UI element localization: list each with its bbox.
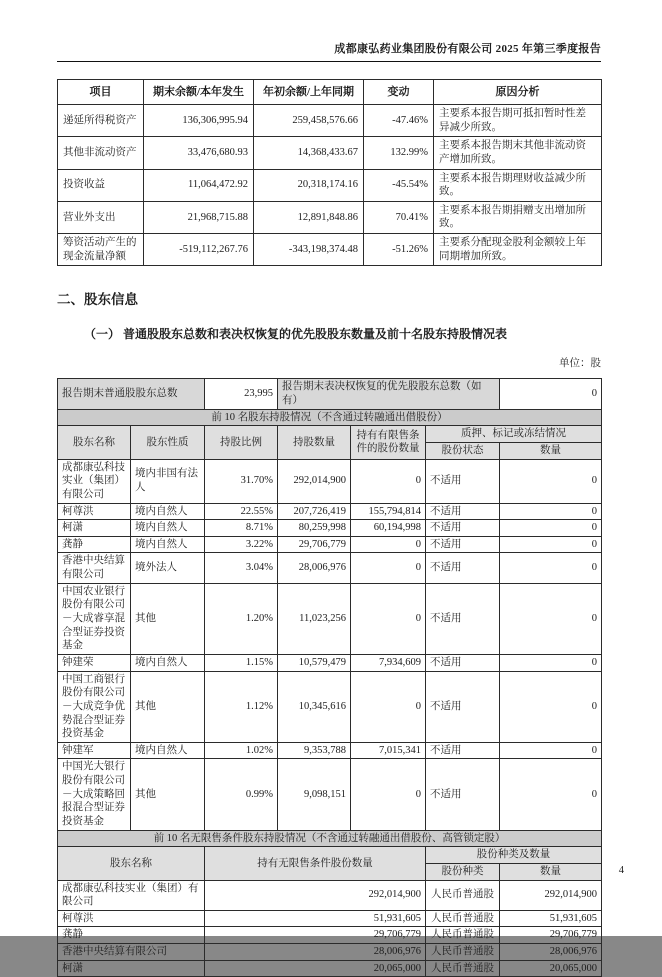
unrestricted-shares-cell: 20,065,000: [205, 960, 426, 977]
holder-name-cell: 柯潇: [58, 960, 205, 977]
share-qty-cell: 292,014,900: [500, 880, 602, 910]
pledge-status-cell: 不适用: [426, 742, 500, 759]
restricted-shares-cell: 0: [351, 671, 426, 742]
top10-band-title: 前 10 名股东持股情况（不含通过转融通出借股份）: [58, 409, 602, 426]
shareholder-name-cell: 中国光大银行股份有限公司－大成策略回报混合型证券投资基金: [58, 759, 131, 830]
shareholder-row: [58, 503, 602, 520]
shareholder-name-cell: 钟建荣: [58, 654, 131, 671]
ratio-cell: 3.04%: [205, 553, 278, 583]
preferred-shareholders-label: 报告期末表决权恢复的优先股股东总数（如有）: [278, 379, 500, 409]
share-qty-cell: 28,006,976: [500, 944, 602, 961]
shareholder-nature-cell: 其他: [131, 671, 205, 742]
col-header-share-type: 股份种类: [426, 863, 500, 880]
shares-cell: 292,014,900: [278, 459, 351, 503]
page-number: 4: [618, 865, 624, 876]
share-qty-cell: 29,706,779: [500, 927, 602, 944]
shareholder-name-cell: 香港中央结算有限公司: [58, 553, 131, 583]
ratio-cell: 8.71%: [205, 520, 278, 537]
shareholder-row: [58, 654, 602, 671]
current-amount-cell: 33,476,680.93: [144, 137, 254, 169]
unrestricted-band-title: 前 10 名无限售条件股东持股情况（不含通过转融通出借股份、高管锁定股）: [58, 830, 602, 847]
shareholder-row: [58, 759, 602, 830]
share-type-cell: 人民币普通股: [426, 944, 500, 961]
shareholder-row: [58, 553, 602, 583]
col-header-unrestricted-shares: 持有无限售条件股份数量: [205, 847, 426, 880]
col-header-item: 项目: [58, 80, 144, 105]
band-row: [58, 409, 602, 426]
item-cell: 营业外支出: [58, 201, 144, 233]
col-header-pledge-status: 股份状态: [426, 442, 500, 459]
change-cell: -47.46%: [364, 105, 434, 137]
prior-amount-cell: -343,198,374.48: [254, 234, 364, 266]
reason-cell: 主要系本报告期可抵扣暂时性差异减少所致。: [434, 105, 602, 137]
share-type-cell: 人民币普通股: [426, 880, 500, 910]
report-header: 成都康弘药业集团股份有限公司 2025 年第三季度报告: [57, 40, 601, 62]
shareholder-name-cell: 中国工商银行股份有限公司－大成竞争优势混合型证券投资基金: [58, 671, 131, 742]
financial-changes-table: [57, 79, 602, 266]
shares-cell: 10,579,479: [278, 654, 351, 671]
current-amount-cell: 21,968,715.88: [144, 201, 254, 233]
pledge-status-cell: 不适用: [426, 536, 500, 553]
holder-name-cell: 龚静: [58, 927, 205, 944]
unit-note: 单位：股: [559, 358, 601, 370]
shareholder-nature-cell: 境内自然人: [131, 536, 205, 553]
shareholder-nature-cell: 境内自然人: [131, 654, 205, 671]
shareholder-nature-cell: 境内自然人: [131, 742, 205, 759]
unrestricted-holder-row: [58, 880, 602, 910]
col-header-pledge-group: 质押、标记或冻结情况: [426, 426, 602, 443]
item-cell: 投资收益: [58, 169, 144, 201]
table-row: [58, 234, 602, 266]
shareholder-row: [58, 459, 602, 503]
prior-amount-cell: 259,458,576.66: [254, 105, 364, 137]
change-cell: -45.54%: [364, 169, 434, 201]
col-header-current: 期末余额/本年发生: [144, 80, 254, 105]
item-cell: 递延所得税资产: [58, 105, 144, 137]
prior-amount-cell: 14,368,433.67: [254, 137, 364, 169]
col-header-change: 变动: [364, 80, 434, 105]
shareholder-name-cell: 成都康弘科技实业（集团）有限公司: [58, 459, 131, 503]
prior-amount-cell: 12,891,848.86: [254, 201, 364, 233]
restricted-shares-cell: 0: [351, 553, 426, 583]
pledge-qty-cell: 0: [500, 553, 602, 583]
top10-shareholders-table: [57, 378, 602, 977]
unrestricted-shares-cell: 28,006,976: [205, 944, 426, 961]
pledge-status-cell: 不适用: [426, 503, 500, 520]
pledge-qty-cell: 0: [500, 742, 602, 759]
pledge-qty-cell: 0: [500, 536, 602, 553]
shares-cell: 80,259,998: [278, 520, 351, 537]
unrestricted-holder-row: [58, 927, 602, 944]
col-header-shareholder-name: 股东名称: [58, 426, 131, 459]
restricted-shares-cell: 7,934,609: [351, 654, 426, 671]
shares-cell: 29,706,779: [278, 536, 351, 553]
col-header-restricted: 持有有限售条件的股份数量: [351, 426, 426, 459]
table-row: [58, 105, 602, 137]
pledge-qty-cell: 0: [500, 671, 602, 742]
shareholder-nature-cell: 其他: [131, 583, 205, 654]
restricted-shares-cell: 0: [351, 536, 426, 553]
section-subtitle: （一） 普通股股东总数和表决权恢复的优先股股东数量及前十名股东持股情况表: [84, 327, 508, 342]
pledge-qty-cell: 0: [500, 459, 602, 503]
ratio-cell: 1.12%: [205, 671, 278, 742]
pledge-status-cell: 不适用: [426, 759, 500, 830]
shareholder-name-cell: 柯潇: [58, 520, 131, 537]
table-header-row: [58, 426, 602, 443]
col-header-ratio: 持股比例: [205, 426, 278, 459]
change-cell: -51.26%: [364, 234, 434, 266]
common-shareholders-label: 报告期末普通股股东总数: [58, 379, 205, 409]
change-cell: 70.41%: [364, 201, 434, 233]
unrestricted-shares-cell: 29,706,779: [205, 927, 426, 944]
shareholder-nature-cell: 境内自然人: [131, 503, 205, 520]
shareholder-summary-row: [58, 379, 602, 409]
shareholder-name-cell: 龚静: [58, 536, 131, 553]
holder-name-cell: 成都康弘科技实业（集团）有限公司: [58, 880, 205, 910]
pledge-status-cell: 不适用: [426, 654, 500, 671]
col-header-holder-name: 股东名称: [58, 847, 205, 880]
shares-cell: 9,098,151: [278, 759, 351, 830]
col-header-shares: 持股数量: [278, 426, 351, 459]
unrestricted-shares-cell: 51,931,605: [205, 910, 426, 927]
pledge-qty-cell: 0: [500, 583, 602, 654]
shareholder-nature-cell: 其他: [131, 759, 205, 830]
pledge-status-cell: 不适用: [426, 459, 500, 503]
col-header-reason: 原因分析: [434, 80, 602, 105]
pledge-status-cell: 不适用: [426, 553, 500, 583]
ratio-cell: 1.20%: [205, 583, 278, 654]
ratio-cell: 31.70%: [205, 459, 278, 503]
shareholder-name-cell: 钟建军: [58, 742, 131, 759]
ratio-cell: 0.99%: [205, 759, 278, 830]
ratio-cell: 22.55%: [205, 503, 278, 520]
share-type-cell: 人民币普通股: [426, 960, 500, 977]
shares-cell: 11,023,256: [278, 583, 351, 654]
pledge-status-cell: 不适用: [426, 583, 500, 654]
band-row: [58, 830, 602, 847]
share-qty-cell: 20,065,000: [500, 960, 602, 977]
shareholder-nature-cell: 境外法人: [131, 553, 205, 583]
ratio-cell: 3.22%: [205, 536, 278, 553]
shareholder-row: [58, 536, 602, 553]
reason-cell: 主要系本报告期捐赠支出增加所致。: [434, 201, 602, 233]
shareholder-nature-cell: 境内自然人: [131, 520, 205, 537]
table-row: [58, 169, 602, 201]
current-amount-cell: 136,306,995.94: [144, 105, 254, 137]
share-type-cell: 人民币普通股: [426, 910, 500, 927]
holder-name-cell: 香港中央结算有限公司: [58, 944, 205, 961]
col-header-share-type-group: 股份种类及数量: [426, 847, 602, 864]
col-header-shareholder-nature: 股东性质: [131, 426, 205, 459]
holder-name-cell: 柯尊洪: [58, 910, 205, 927]
shareholder-name-cell: 中国农业银行股份有限公司－大成睿享混合型证券投资基金: [58, 583, 131, 654]
pledge-qty-cell: 0: [500, 654, 602, 671]
shareholder-nature-cell: 境内非国有法人: [131, 459, 205, 503]
table-row: [58, 137, 602, 169]
col-header-prior: 年初余额/上年同期: [254, 80, 364, 105]
prior-amount-cell: 20,318,174.16: [254, 169, 364, 201]
reason-cell: 主要系分配现金股利金额较上年同期增加所致。: [434, 234, 602, 266]
shareholder-row: [58, 671, 602, 742]
restricted-shares-cell: 0: [351, 459, 426, 503]
restricted-shares-cell: 7,015,341: [351, 742, 426, 759]
table-header-row: [58, 847, 602, 864]
ratio-cell: 1.15%: [205, 654, 278, 671]
shares-cell: 28,006,976: [278, 553, 351, 583]
section-title: 二、股东信息: [57, 292, 138, 308]
restricted-shares-cell: 0: [351, 583, 426, 654]
item-cell: 其他非流动资产: [58, 137, 144, 169]
table-header-row: [58, 80, 602, 105]
pledge-qty-cell: 0: [500, 759, 602, 830]
pledge-qty-cell: 0: [500, 503, 602, 520]
common-shareholders-value: 23,995: [205, 379, 278, 409]
pledge-qty-cell: 0: [500, 520, 602, 537]
preferred-shareholders-value: 0: [500, 379, 602, 409]
reason-cell: 主要系本报告期末其他非流动资产增加所致。: [434, 137, 602, 169]
shares-cell: 9,353,788: [278, 742, 351, 759]
current-amount-cell: 11,064,472.92: [144, 169, 254, 201]
shareholder-row: [58, 583, 602, 654]
shares-cell: 10,345,616: [278, 671, 351, 742]
share-type-cell: 人民币普通股: [426, 927, 500, 944]
shares-cell: 207,726,419: [278, 503, 351, 520]
unrestricted-shares-cell: 292,014,900: [205, 880, 426, 910]
share-qty-cell: 51,931,605: [500, 910, 602, 927]
reason-cell: 主要系本报告期理财收益减少所致。: [434, 169, 602, 201]
col-header-pledge-qty: 数量: [500, 442, 602, 459]
table-row: [58, 201, 602, 233]
unrestricted-holder-row: [58, 910, 602, 927]
shareholder-row: [58, 742, 602, 759]
ratio-cell: 1.02%: [205, 742, 278, 759]
unrestricted-holder-row: [58, 944, 602, 961]
pledge-status-cell: 不适用: [426, 520, 500, 537]
col-header-share-qty: 数量: [500, 863, 602, 880]
restricted-shares-cell: 60,194,998: [351, 520, 426, 537]
restricted-shares-cell: 155,794,814: [351, 503, 426, 520]
current-amount-cell: -519,112,267.76: [144, 234, 254, 266]
pledge-status-cell: 不适用: [426, 671, 500, 742]
change-cell: 132.99%: [364, 137, 434, 169]
shareholder-name-cell: 柯尊洪: [58, 503, 131, 520]
shareholder-row: [58, 520, 602, 537]
unrestricted-holder-row: [58, 960, 602, 977]
item-cell: 筹资活动产生的现金流量净额: [58, 234, 144, 266]
restricted-shares-cell: 0: [351, 759, 426, 830]
